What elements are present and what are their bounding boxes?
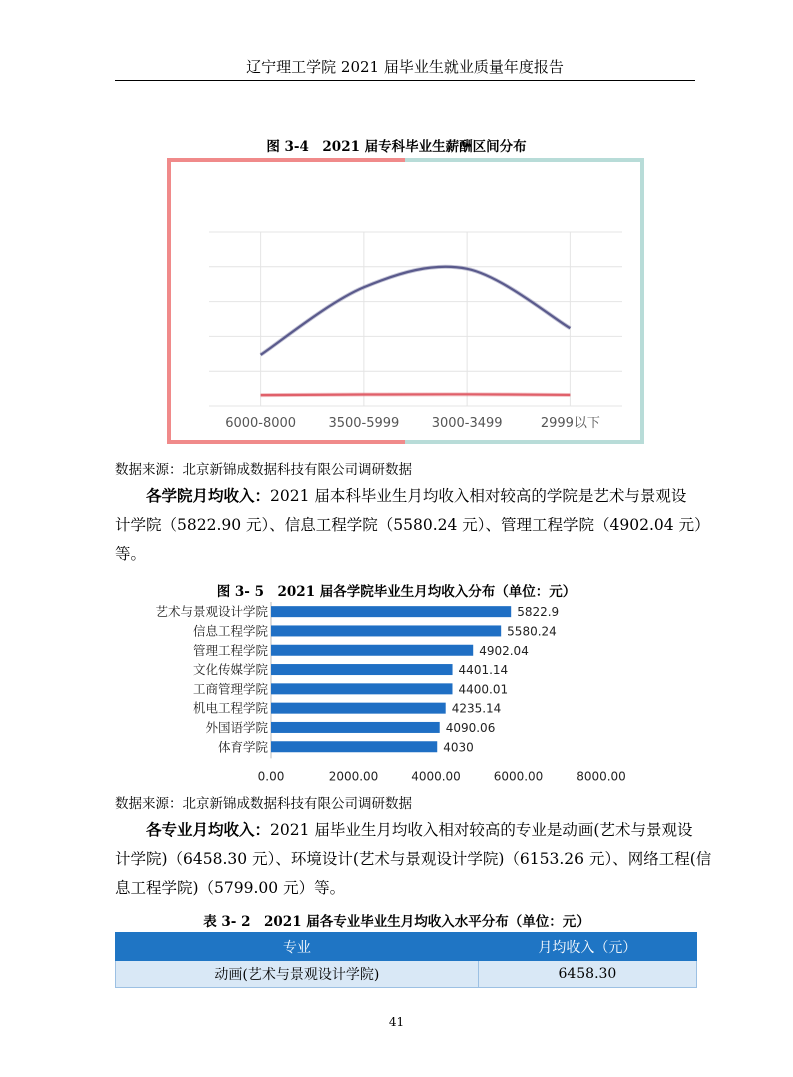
bar-value-label: 4401.14 [458, 663, 509, 678]
college-income-paragraph [115, 481, 710, 569]
bar [271, 625, 501, 636]
x-tick-label: 2999以下 [540, 416, 600, 431]
bar-category-label: 艺术与景观设计学院 [155, 604, 268, 620]
figure-3-5-caption: 图 3- 5 2021 届各学院毕业生月均收入分布（单位：元） [216, 584, 577, 600]
table-header-row [116, 933, 697, 961]
x-tick-label: 8000.00 [576, 769, 626, 784]
bar-category-label: 外国语学院 [205, 719, 268, 735]
bar [271, 645, 473, 656]
bar-value-label: 4400.01 [458, 682, 509, 697]
bar-value-label: 4090.06 [445, 720, 496, 735]
figure-3-5-source: 数据来源：北京新锦成数据科技有限公司调研数据 [115, 796, 412, 812]
x-tick-label: 2000.00 [328, 769, 379, 784]
x-tick-label: 4000.00 [411, 769, 461, 784]
college-income-text-2: 计学院（5822.90 元）、信息工程学院（5580.24 元）、管理工程学院（4902.04 元） [115, 516, 710, 534]
page-number: 41 [388, 1015, 405, 1029]
major-income-text-3: 息工程学院)（5799.00 元）等。 [115, 879, 346, 897]
bar-value-label: 4902.04 [479, 643, 529, 658]
table-3-2-caption: 表 3- 2 2021 届各专业毕业生月均收入水平分布（单位：元） [203, 914, 590, 930]
line-series-upper-glow [261, 267, 571, 355]
bar-category-label: 工商管理学院 [192, 681, 268, 697]
college-income-text-3: 等。 [115, 545, 147, 563]
bar-value-label: 5822.9 [517, 605, 560, 620]
x-tick-label: 6000.00 [493, 769, 544, 784]
x-tick-label: 6000-8000 [225, 416, 297, 431]
header-income: 月均收入（元） [478, 933, 696, 961]
major-income-table [115, 932, 697, 988]
major-income-text-2: 计学院)（6458.30 元）、环境设计(艺术与景观设计学院)（6153.26 元）、网络工程(信 [115, 850, 712, 868]
bar-value-label: 5580.24 [507, 624, 557, 639]
major-income-paragraph [115, 815, 712, 903]
header-major: 专业 [116, 933, 479, 961]
bar [271, 664, 453, 675]
bar [271, 741, 437, 752]
bar [271, 683, 453, 694]
bar-category-label: 机电工程学院 [192, 700, 268, 716]
cell-income: 6458.30 [478, 961, 696, 988]
cell-major: 动画(艺术与景观设计学院) [116, 961, 479, 988]
bar-category-label: 文化传媒学院 [192, 662, 268, 678]
salary-range-line-chart [167, 158, 644, 444]
major-income-text-1: 2021 届毕业生月均收入相对较高的专业是动画(艺术与景观设 [270, 821, 693, 839]
college-income-label: 各学院月均收入： [146, 486, 271, 505]
x-tick-label: 3500-5999 [328, 416, 400, 431]
bar [271, 722, 440, 733]
bar-category-label: 信息工程学院 [192, 623, 268, 639]
college-income-text-1: 2021 届本科毕业生月均收入相对较高的学院是艺术与景观设 [270, 487, 687, 505]
report-header: 辽宁理工学院 2021 届毕业生就业质量年度报告 [246, 58, 564, 76]
line-series-upper [261, 267, 571, 355]
bar [271, 606, 511, 617]
college-income-bar-chart [115, 598, 675, 788]
major-income-label: 各专业月均收入： [146, 820, 271, 839]
bar [271, 703, 446, 714]
table-row [116, 961, 697, 988]
header-rule [115, 80, 695, 81]
bar-category-label: 管理工程学院 [192, 642, 268, 658]
figure-3-4-frame [167, 158, 644, 444]
x-tick-label: 0.00 [257, 769, 285, 784]
figure-3-4-caption: 图 3-4 2021 届专科毕业生薪酬区间分布 [266, 139, 527, 155]
x-tick-label: 3000-3499 [431, 416, 503, 431]
bar-value-label: 4235.14 [451, 701, 502, 716]
line-series-lower [261, 394, 571, 395]
figure-3-4-source: 数据来源：北京新锦成数据科技有限公司调研数据 [115, 462, 412, 478]
bar-category-label: 体育学院 [217, 739, 268, 755]
bar-value-label: 4030 [443, 740, 474, 755]
